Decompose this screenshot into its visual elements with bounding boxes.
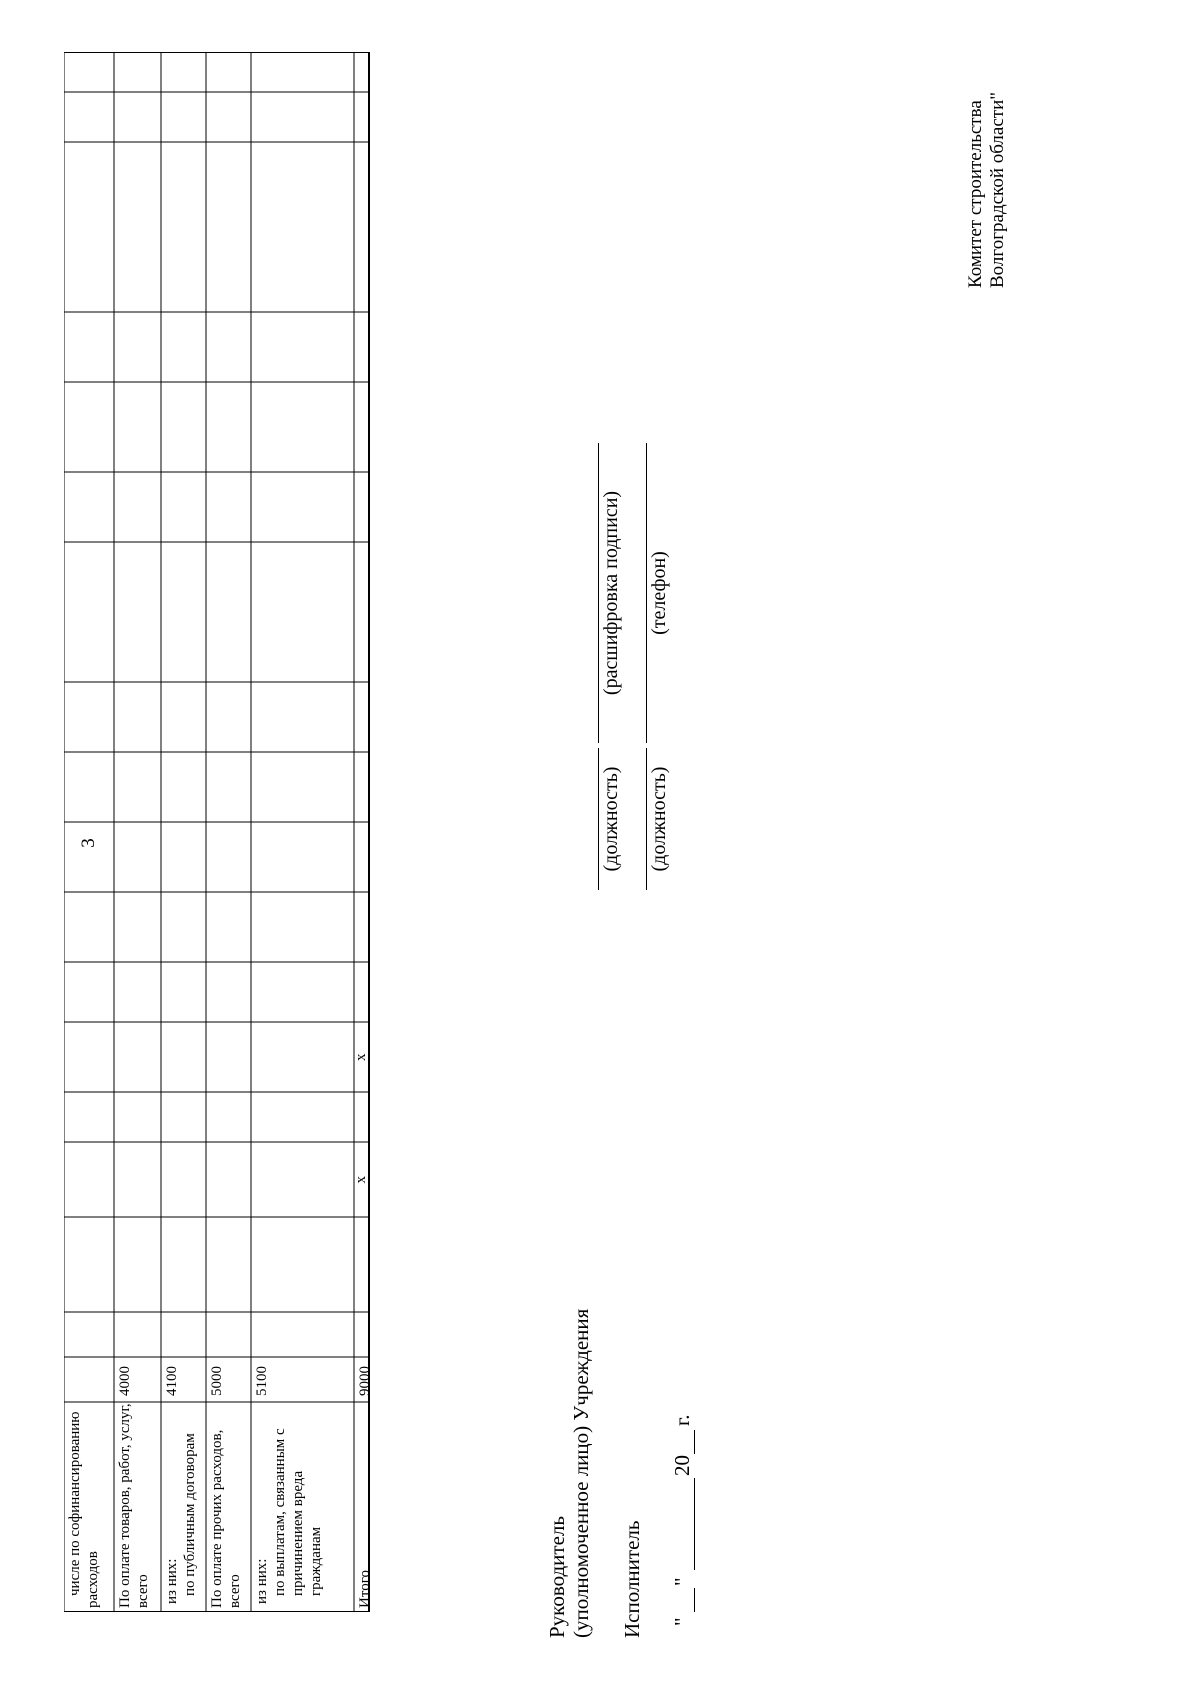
row-other-expenses-code: 5000 (209, 1366, 225, 1396)
row-cofinancing-label-line: расходов (85, 1551, 101, 1608)
date-quote-open: " (670, 1617, 694, 1626)
row-other-expenses-label-line: всего (227, 1574, 243, 1608)
row-harm-payments-code: 5100 (254, 1366, 270, 1396)
page-number: 3 (78, 838, 99, 848)
date-year-prefix: 20 (670, 1455, 694, 1476)
date-year-suffix: г. (670, 1414, 694, 1426)
head-label-line2: (уполномоченное лицо) Учреждения (569, 1308, 593, 1638)
executor-position-caption: (должность) (648, 766, 670, 872)
date-month-blank (694, 1478, 695, 1570)
row-harm-payments-label-line: гражданам (308, 1526, 324, 1596)
date-quote-close: " (670, 1577, 694, 1586)
row-total-label-line: Итого (357, 1570, 373, 1608)
executor-phone-line (646, 443, 647, 743)
row-harm-payments-label-line: причинением вреда (290, 1470, 306, 1596)
date-year-blank (694, 1430, 695, 1454)
head-label-line1: Руководитель (545, 1516, 569, 1638)
row-harm-payments-label-line: по выплатам, связанным с (272, 1428, 288, 1596)
committee-line2: Волгоградской области" (987, 91, 1008, 288)
date-day-blank (694, 1588, 695, 1612)
row-total-mark: x (353, 1053, 369, 1061)
row-public-contracts-label-line: из них: (164, 1558, 180, 1604)
row-cofinancing-label-line: числе по софинансированию (67, 1411, 83, 1596)
row-public-contracts-label-line: по публичным договорам (182, 1433, 198, 1596)
executor-phone-caption: (телефон) (648, 551, 670, 635)
row-harm-payments-label-line: из них: (254, 1558, 270, 1604)
row-total-code: 9000 (357, 1366, 373, 1396)
head-decoding-line (598, 443, 599, 743)
row-total-mark: x (353, 1176, 369, 1184)
executor-label: Исполнитель (620, 1520, 644, 1638)
committee-line1: Комитет строительства (965, 100, 986, 288)
head-position-caption: (должность) (600, 766, 622, 872)
head-decoding-caption: (расшифровка подписи) (600, 490, 622, 696)
executor-position-line (646, 748, 647, 890)
head-position-line (598, 748, 599, 890)
row-other-expenses-label-line: По оплате прочих расходов, (209, 1429, 225, 1608)
row-public-contracts-code: 4100 (164, 1366, 180, 1396)
row-goods-works-services-label-line: По оплате товаров, работ, услуг, (117, 1403, 133, 1608)
row-goods-works-services-code: 4000 (117, 1366, 133, 1396)
report-table (64, 52, 464, 1612)
row-goods-works-services-label-line: всего (135, 1574, 151, 1608)
